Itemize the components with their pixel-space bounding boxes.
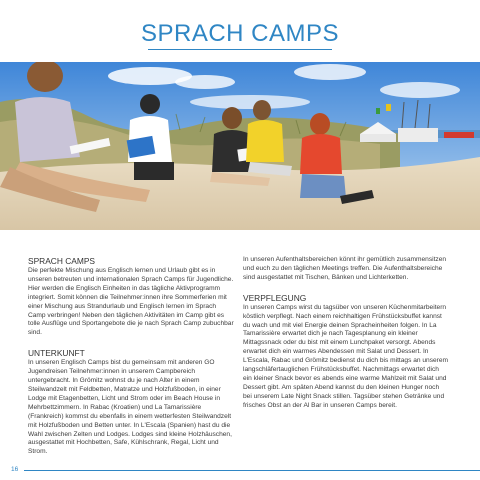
hero-photo <box>0 62 480 230</box>
left-column <box>28 256 234 467</box>
unterkunft-heading: UNTERKUNFT <box>28 348 85 359</box>
page-title: SPRACH CAMPS <box>140 20 340 47</box>
intro-heading: SPRACH CAMPS <box>28 256 96 266</box>
right-column <box>243 256 449 421</box>
beach-photo-illustration <box>0 62 480 230</box>
aufenthalt-text: In unseren Aufenthaltsbereichen könnt ihr gemütlich zusammensitzen und euch zu den täglichen Meetings treffen. Die Aufenthaltsbereiche sind ausgestattet mit Tischen, Bänken und Lichterketten. <box>243 256 447 281</box>
verpflegung-heading: VERPFLEGUNG <box>243 292 307 303</box>
page-number: 16 <box>11 466 19 473</box>
verpflegung-text: In unseren Camps wirst du tagsüber von unseren Küchenmitarbeitern köstlich verpflegt. Nach einem reichhaltigen Frühstücksbuffet kannst du wach und mit viel Energie deinen Spracheinheiten folgen. In La Tamarissière erwartet dich je nach Tagesplanung ein kleiner Mittagssnack oder du bist mit einem Lunchpaket versorgt. Abends erwartet dich ein warmes Abendessen mit Salat und Dessert. In L'Escala, Rabac und Grömitz bedienst du dich bis mittags an unserem langschläfertauglichen Frühstücksbuffet. Nachmittags erwartet dich ein kleiner Snack bevor es abends eine warme Mahlzeit mit Salat und Dessert gibt. Am späten Abend kannst du den kleinen Hunger noch bei unserem Late Night Snack stillen. Tagsüber stehen Getränke und frisches Obst an der Al Bar in unseren Camps bereit. <box>243 303 449 409</box>
footer-divider <box>24 470 480 471</box>
title-divider <box>148 49 332 50</box>
unterkunft-text: In unseren Englisch Camps bist du gemeinsam mit anderen GO Jugendreisen Teilnehmer:innen in unserem Campbereich untergebracht. In Grömitz wohnst du je nach Alter in einem Steilwandzelt mit Feldbetten, Matratze und Holzfußboden, in einer Lodge mit Etagenbetten, Licht und Strom oder im Beach House in Mehrbettzimmern. In Rabac (Kroatien) und La Tamarissière (Frankreich) kommst du ebenfalls in einem wetterfesten Steilwandzelt mit Holzfußboden und Betten unter. In L'Escala (Spanien) hast du die Wahl zwischen Zelten und Lodges. Lodges sind kleine Holzhäuschen, ausgestattet mit Hochbetten, Safe, Kühlschrank, Regal, Licht und Strom. <box>28 359 232 456</box>
intro-text: Die perfekte Mischung aus Englisch lernen und Urlaub gibt es in unseren betreuten und internationalen Sprach Camps für Jugendliche. Hier werden die Englisch Einheiten in das tägliche Aktivprogramm integriert. Somit können die Teilnehmer:innen ihre Sommerferien mit einer Mischung aus Strandurlaub und Englisch lernen im Sprach Camp verbringen! Neben den täglichen Aktivitäten im Camp gibt es tolle Ausflüge und Sportangebote die je nach Sprach Camp zubuchbar sind. <box>28 267 234 337</box>
